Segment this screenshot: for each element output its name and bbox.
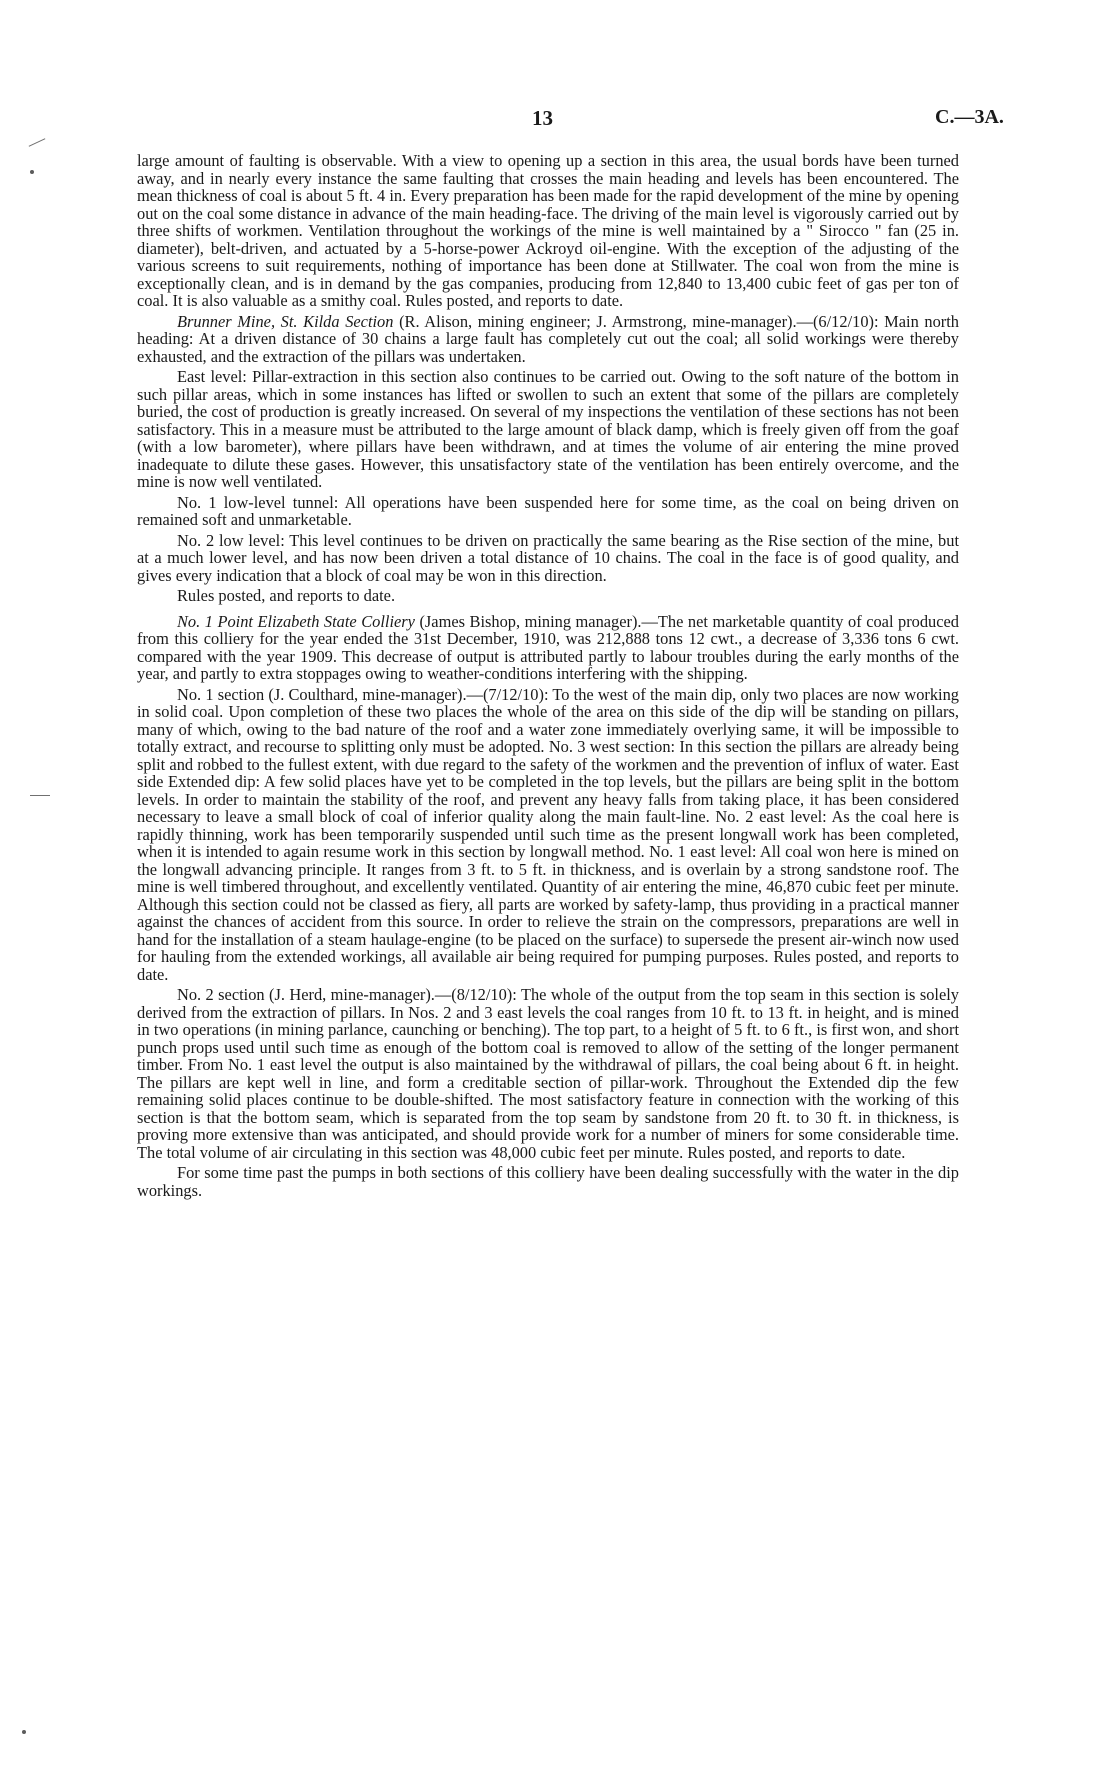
margin-mark bbox=[29, 138, 46, 147]
paragraph: No. 1 section (J. Coulthard, mine-manager).—(7/12/10): To the west of the main dip, only two places are now working in solid coal. Upon completion of these two places the whole of the area on this side of the dip will be standing on pillars, many of which, owing to the bad nature of the roof and a water zone immediately overlying same, it will be impossible to totally extract, and recourse to splitting only must be adopted. No. 3 west section: In this section the pillars are already being split and robbed to the fullest extent, with due regard to the safety of the workmen and the prevention of influx of water. East side Extended dip: A few solid places have yet to be completed in the top levels, but the pillars are being split in the bottom levels. In order to maintain the stability of the roof, and prevent any heavy falls from taking place, it has been considered necessary to leave a small block of coal of inferior quality along the main fault-line. No. 2 east level: As the coal here is rapidly thinning, work has been temporarily suspended until such time as the present longwall work has been completed, when it is intended to again resume work in this section by longwall method. No. 1 east level: All coal won here is mined on the longwall advancing principle. It ranges from 3 ft. to 5 ft. in thickness, and is overlain by a strong sandstone roof. The mine is well timbered throughout, and excellently ventilated. Quantity of air entering the mine, 46,870 cubic feet per minute. Although this section could not be classed as fiery, all parts are worked by safety-lamp, thus providing in a practical manner against the chances of accident from this source. In order to relieve the strain on the compressors, preparations are well in hand for the installation of a steam haulage-engine (to be placed on the surface) to supersede the present air-winch now used for hauling from the extended workings, all available air being required for pumping purposes. Rules posted, and reports to date. bbox=[137, 684, 959, 984]
paragraph bbox=[137, 313, 959, 366]
margin-dot bbox=[22, 1730, 26, 1734]
paragraph: For some time past the pumps in both sections of this colliery have been dealing successfully with the water in the dip workings. bbox=[137, 1163, 959, 1200]
paragraph: No. 1 low-level tunnel: All operations have been suspended here for some time, as the coal on being driven on remained soft and unmarketable. bbox=[137, 492, 959, 529]
section-heading: No. 1 Point Elizabeth State Colliery bbox=[177, 611, 415, 631]
section-heading: Brunner Mine, St. Kilda Section bbox=[177, 311, 394, 331]
paragraph: East level: Pillar-extraction in this section also continues to be carried out. Owing to the soft nature of the bottom in such pillar areas, which in some instances has lifted or swollen to such an extent that some of the pillars are completely buried, the cost of production is greatly increased. On several of my inspections the ventilation of these sections has not been satisfactory. This in a measure must be attributed to the large amount of black damp, which is freely given off from the goaf (with a low barometer), where pillars have been withdrawn, and at times the volume of air entering the mine proved inadequate to dilute these gases. However, this unsatisfactory state of the ventilation has been entirely overcome, and the mine is now well ventilated. bbox=[137, 367, 959, 491]
paragraph: No. 2 low level: This level continues to be driven on practically the same bearing as the Rise section of the mine, but at a much lower level, and has now been driven a total distance of 10 chains. The coal in the face is of good quality, and gives every indication that a block of coal may be won in this direction. bbox=[137, 530, 959, 585]
paragraph-text: (R. Alison, mining engineer; J. Armstrong, mine-manager).—(6/12/10): Main north heading: At a driven distance of 30 chains a large fault has completely cut out the coal; all solid workings were thereby exhausted, and the extraction of the pillars was undertaken. bbox=[137, 311, 959, 366]
body-text bbox=[137, 152, 959, 1202]
paragraph: Rules posted, and reports to date. bbox=[177, 586, 396, 605]
paragraph: large amount of faulting is observable. With a view to opening up a section in this area, the usual bords have been turned away, and in nearly every instance the same faulting that crosses the main heading and levels has been encountered. The mean thickness of coal is about 5 ft. 4 in. Every preparation has been made for the rapid development of the mine by opening out on the coal some distance in advance of the main heading-face. The driving of the main level is vigorously carried out by three shifts of workmen. Ventilation throughout the workings of the mine is well maintained by a " Sirocco " fan (25 in. diameter), belt-driven, and actuated by a 5-horse-power Ackroyd oil-engine. With the exception of the adjusting of the various screens to suit requirements, nothing of importance has been done at Stillwater. The coal won from the mine is exceptionally clean, and is in demand by the gas companies, producing from 12,840 to 13,400 cubic feet of gas per ton of coal. It is also valuable as a smithy coal. Rules posted, and reports to date. bbox=[137, 151, 959, 310]
margin-mark bbox=[30, 795, 50, 796]
page-number: 13 bbox=[532, 106, 553, 130]
margin-dot bbox=[30, 170, 34, 174]
document-code: C.—3A. bbox=[935, 106, 1004, 128]
paragraph: No. 2 section (J. Herd, mine-manager).—(8/12/10): The whole of the output from the top seam in this section is solely derived from the extraction of pillars. In Nos. 2 and 3 east levels the coal ranges from 10 ft. to 13 ft. in height, and is mined in two operations (in mining parlance, caunching or benching). The top part, to a height of 5 ft. to 6 ft., is first won, and short punch props used until such time as enough of the bottom coal is removed to allow of the setting of the longer permanent timber. From No. 1 east level the output is also maintained by the withdrawal of pillars, the coal being about 6 ft. in height. The pillars are kept well in line, and form a creditable section of pillar-work. Throughout the Extended dip the few remaining solid places continue to be double-shifted. The most satisfactory feature in connection with the working of this section is that the bottom seam, which is separated from the top seam by sandstone from 20 ft. to 30 ft. in thickness, is proving more extensive than was anticipated, and should provide work for a number of miners for some considerable time. The total volume of air circulating in this section was 48,000 cubic feet per minute. Rules posted, and reports to date. bbox=[137, 985, 959, 1162]
paragraph bbox=[137, 613, 959, 683]
paragraph-text: (James Bishop, mining manager).—The net marketable quantity of coal produced from this colliery for the year ended the 31st December, 1910, was 212,888 tons 12 cwt., a decrease of 3,336 tons 6 cwt. compared with the year 1909. This decrease of output is attributed partly to labour troubles during the early months of the year, and partly to extra stoppages owing to weather-conditions interfering with the shipping. bbox=[137, 611, 960, 683]
